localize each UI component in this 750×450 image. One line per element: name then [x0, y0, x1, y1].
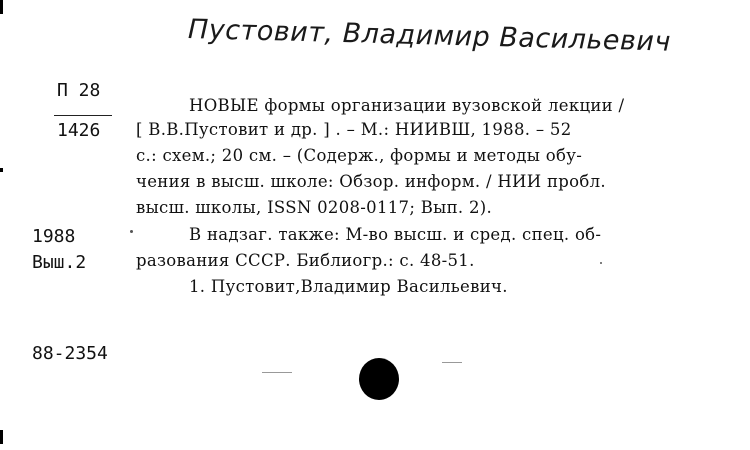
subject-tracing-line: 1. Пустовит,Владимир Васильевич. [189, 277, 508, 296]
scan-speck [262, 372, 292, 373]
description-line: с.: схем.; 20 см. – (Содерж., формы и методы обу- [136, 146, 583, 165]
author-heading-handwritten: Пустовит, Владимир Васильевич [187, 14, 672, 58]
accession-number: 88-2354 [32, 343, 108, 364]
scan-speck [600, 262, 602, 264]
scan-edge-mark [0, 430, 3, 444]
note-line: В надзаг. также: М-во высш. и сред. спец. об- [189, 225, 602, 244]
note-line: разования СССР. Библиогр.: с. 48-51. [136, 251, 475, 270]
description-line: высш. школы, ISSN 0208-0117; Вып. 2). [136, 198, 493, 217]
scan-speck [130, 230, 133, 233]
year-label: 1988 [32, 226, 76, 247]
scan-speck [442, 362, 462, 363]
description-line: чения в высш. школе: Обзор. информ. / НИИ пробл. [136, 172, 606, 191]
scan-edge-mark [0, 0, 3, 14]
series-code: Выш.2 [32, 252, 87, 273]
description-line: НОВЫЕ формы организации вузовской лекции / [189, 96, 625, 115]
call-number-bottom: 1426 [57, 120, 101, 141]
call-number-divider [54, 115, 112, 116]
card-punch-hole [359, 358, 399, 400]
description-line: [ В.В.Пустовит и др. ] . – М.: НИИВШ, 1988. – 52 [136, 120, 572, 139]
call-number-top: П 28 [57, 80, 101, 101]
scan-edge-mark [0, 168, 3, 172]
